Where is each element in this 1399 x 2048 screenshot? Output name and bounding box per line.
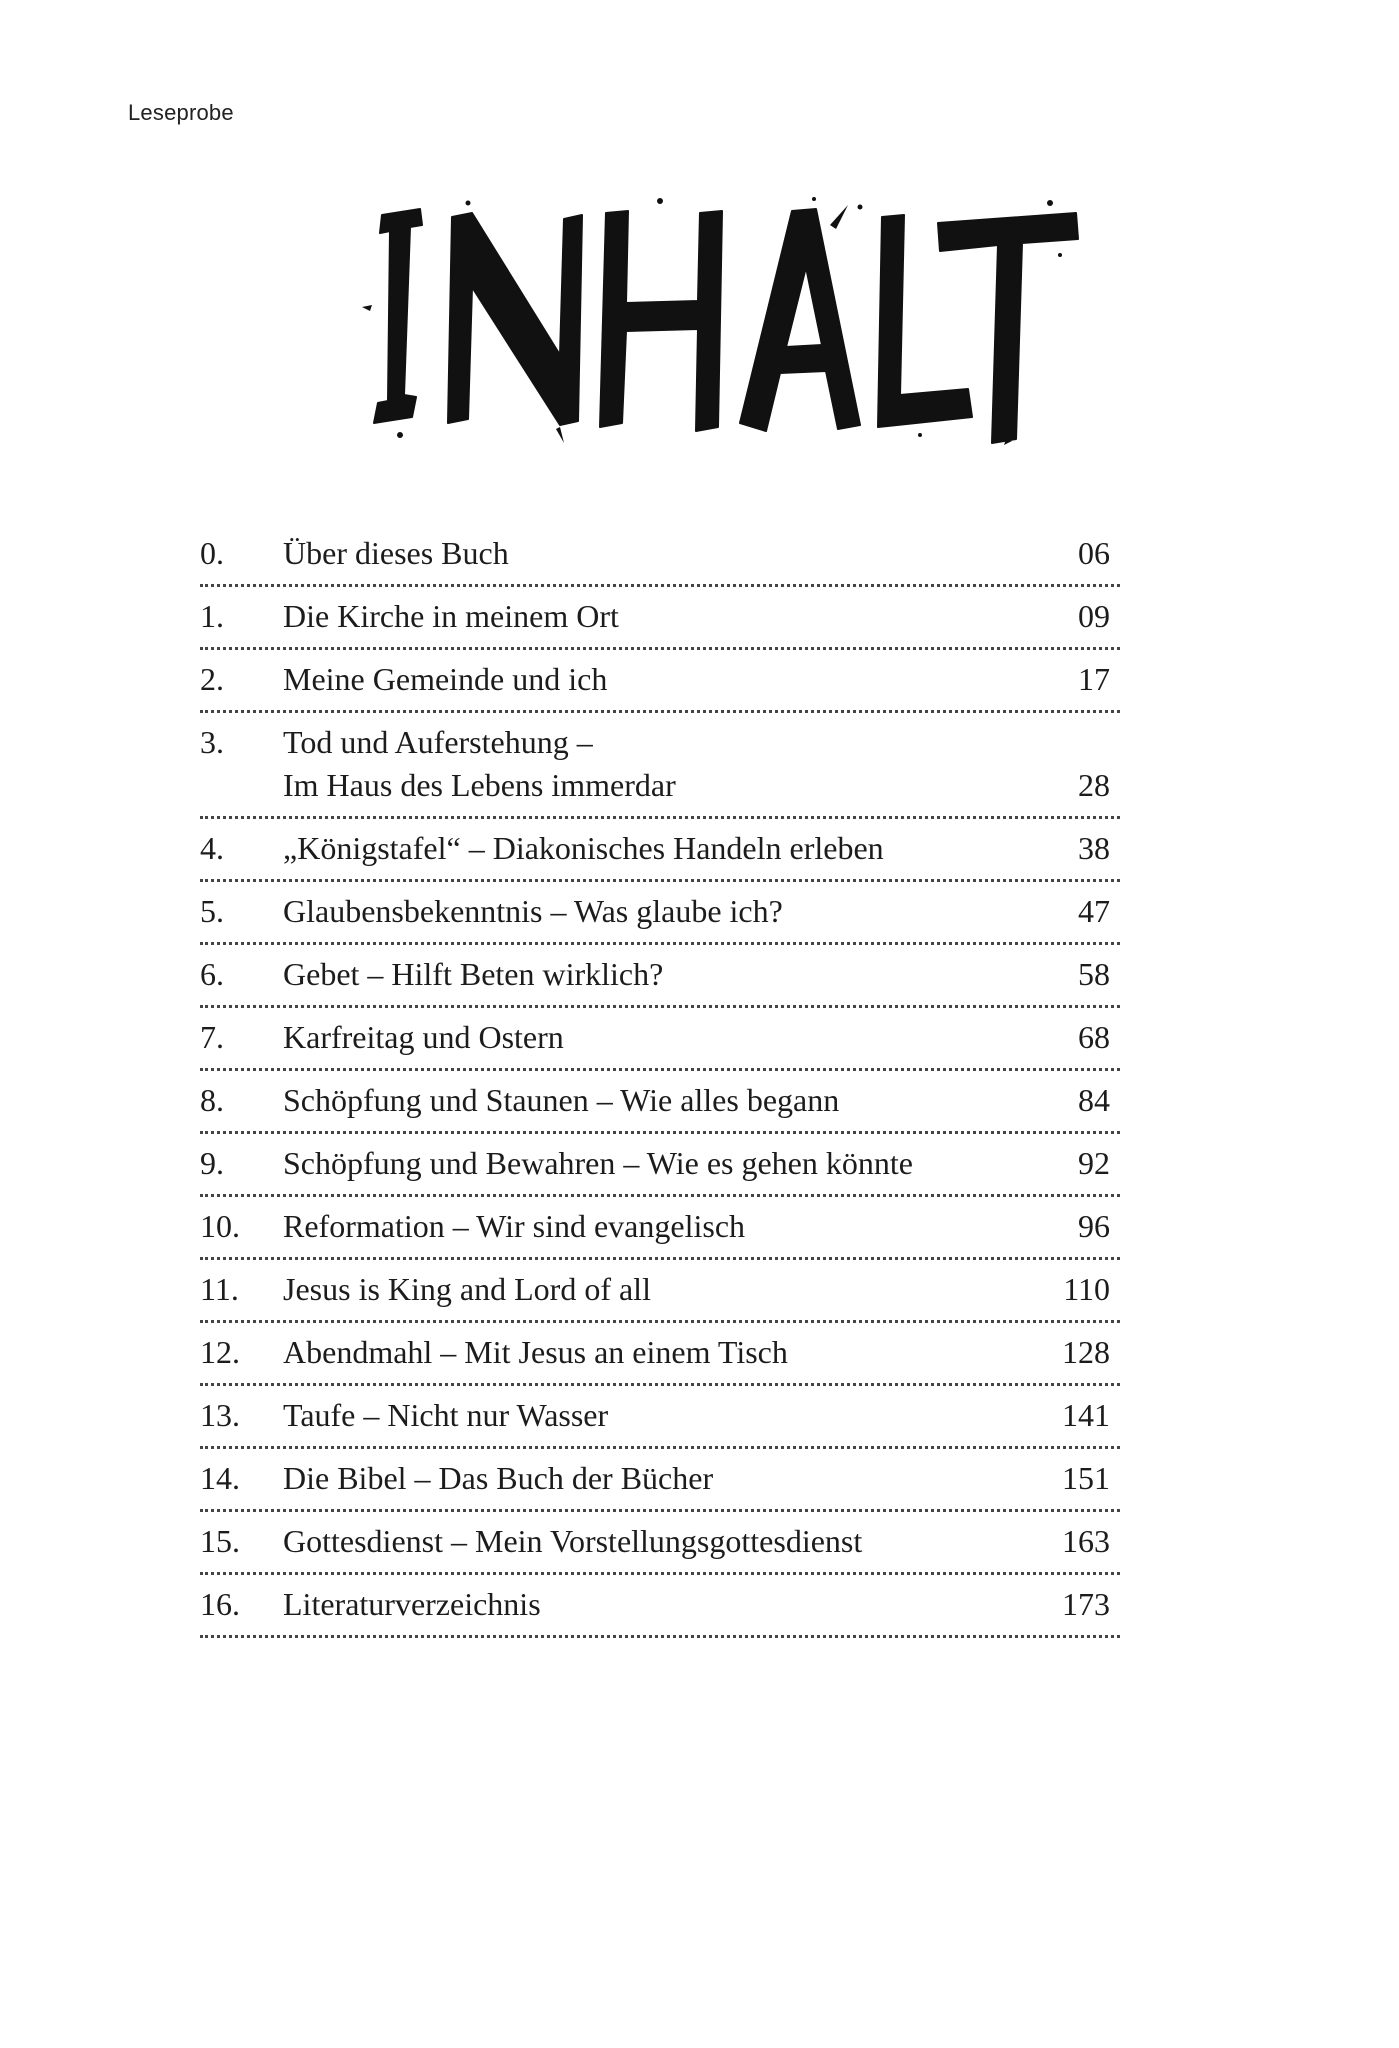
toc-entry[interactable] [200,945,1120,1008]
toc-page-number: 06 [1078,535,1110,571]
toc-chapter-number: 1. [200,598,224,634]
toc-chapter-number: 3. [200,724,224,760]
toc-chapter-number: 11. [200,1271,239,1307]
toc-entry[interactable] [200,1008,1120,1071]
toc-entry[interactable] [200,1260,1120,1323]
toc-page-number: 151 [1062,1460,1110,1496]
toc-chapter-title: Über dieses Buch [283,535,509,571]
toc-chapter-title: Literaturverzeichnis [283,1586,541,1622]
toc-chapter-number: 4. [200,830,224,866]
toc-chapter-title: Schöpfung und Staunen – Wie alles begann [283,1082,840,1118]
toc-chapter-number: 10. [200,1208,240,1244]
toc-chapter-title: Tod und Auferstehung – [283,724,593,760]
toc-page-number: 47 [1078,893,1110,929]
toc-chapter-number: 9. [200,1145,224,1181]
toc-chapter-number: 12. [200,1334,240,1370]
toc-page-number: 141 [1062,1397,1110,1433]
toc-chapter-number: 7. [200,1019,224,1055]
toc-chapter-number: 5. [200,893,224,929]
toc-entry[interactable] [200,1575,1120,1638]
toc-chapter-number: 6. [200,956,224,992]
toc-page-number: 68 [1078,1019,1110,1055]
toc-chapter-title: Schöpfung und Bewahren – Wie es gehen könnte [283,1145,913,1181]
toc-entry[interactable] [200,819,1120,882]
toc-chapter-number: 2. [200,661,224,697]
table-of-contents [200,524,1120,1638]
toc-entry[interactable] [200,1323,1120,1386]
toc-chapter-title: Taufe – Nicht nur Wasser [283,1397,609,1433]
toc-chapter-title-continued: Im Haus des Lebens immerdar [283,767,676,803]
toc-page-number: 173 [1062,1586,1110,1622]
toc-chapter-title: Die Bibel – Das Buch der Bücher [283,1460,714,1496]
toc-entry[interactable] [200,587,1120,650]
toc-chapter-number: 8. [200,1082,224,1118]
toc-page-number: 28 [1078,767,1110,803]
toc-page-number: 110 [1063,1271,1110,1307]
toc-page-number: 58 [1078,956,1110,992]
toc-chapter-number: 14. [200,1460,240,1496]
toc-page-number: 17 [1078,661,1110,697]
toc-page-number: 38 [1078,830,1110,866]
title-letters [374,209,1078,443]
toc-chapter-title: Die Kirche in meinem Ort [283,598,619,634]
toc-chapter-title: Meine Gemeinde und ich [283,661,608,697]
toc-chapter-number: 16. [200,1586,240,1622]
toc-entry[interactable] [200,524,1120,587]
toc-page-number: 92 [1078,1145,1110,1181]
toc-page-number: 128 [1062,1334,1110,1370]
toc-entry[interactable] [200,650,1120,713]
toc-entry[interactable] [200,1071,1120,1134]
toc-chapter-title: Gebet – Hilft Beten wirklich? [283,956,664,992]
toc-chapter-title: Gottesdienst – Mein Vorstellungsgottesdienst [283,1523,863,1559]
toc-chapter-title: Karfreitag und Ostern [283,1019,564,1055]
toc-chapter-number: 0. [200,535,224,571]
toc-page-number: 96 [1078,1208,1110,1244]
toc-entry[interactable] [200,1134,1120,1197]
page-title [360,195,1080,445]
running-header: Leseprobe [128,100,234,125]
toc-page-number: 84 [1078,1082,1110,1118]
toc-chapter-title: Abendmahl – Mit Jesus an einem Tisch [283,1334,788,1370]
toc-entry[interactable] [200,713,1120,819]
toc-page-number: 09 [1078,598,1110,634]
toc-page-number: 163 [1062,1523,1110,1559]
toc-chapter-number: 13. [200,1397,240,1433]
brush-title-graphic [360,195,1080,445]
toc-chapter-title: Reformation – Wir sind evangelisch [283,1208,746,1244]
toc-entry[interactable] [200,882,1120,945]
toc-chapter-title: „Königstafel“ – Diakonisches Handeln erleben [283,830,884,866]
toc-chapter-title: Glaubensbekenntnis – Was glaube ich? [283,893,783,929]
toc-chapter-number: 15. [200,1523,240,1559]
toc-entry[interactable] [200,1449,1120,1512]
toc-entry[interactable] [200,1197,1120,1260]
toc-entry[interactable] [200,1386,1120,1449]
toc-chapter-title: Jesus is King and Lord of all [283,1271,651,1307]
toc-entry[interactable] [200,1512,1120,1575]
